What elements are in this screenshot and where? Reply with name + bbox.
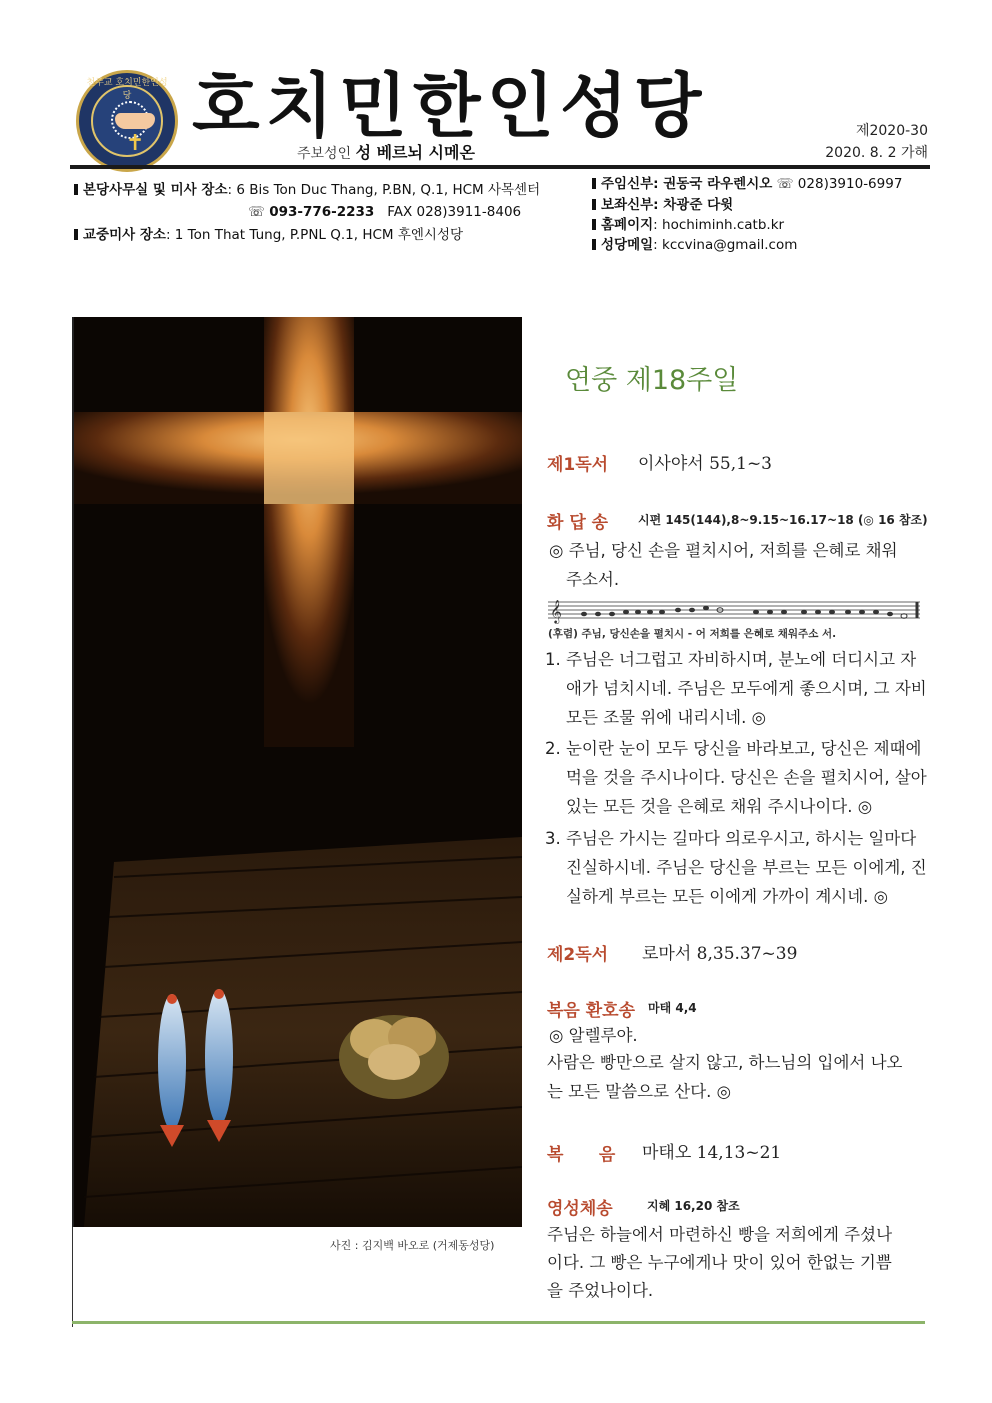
bullet-icon — [74, 184, 78, 195]
bottom-rule — [72, 1321, 925, 1324]
psalm-verse: 2. 눈이란 눈이 모두 당신을 바라보고, 당신은 제때에 — [545, 739, 922, 758]
alleluia-line: 사람은 빵만으로 살지 않고, 하느님의 입에서 나오 — [547, 1053, 903, 1072]
office-phone-line — [248, 202, 521, 222]
psalm-label: 화 답 송 — [547, 513, 609, 533]
communion-label: 영성체송 — [547, 1199, 613, 1219]
alleluia-ref: 마태 4,4 — [648, 1001, 697, 1015]
hand-icon — [115, 113, 155, 129]
patron-saint — [297, 140, 475, 163]
logo-lettering: 천주교 호치민한인성당 — [86, 78, 168, 101]
gospel-label: 복 음 — [547, 1145, 616, 1165]
communion-line: 이다. 그 빵은 누구에게나 맛이 있어 한없는 기쁨 — [547, 1253, 892, 1272]
alleluia-line: ◎ 알렐루야. — [549, 1026, 638, 1045]
patron-name: 성 베르뇌 시메온 — [355, 143, 475, 162]
assistant-line: 보좌신부: 차광준 다윗 — [592, 195, 733, 215]
mass-location: 교중미사 장소: 1 Ton That Tung, P.PNL Q.1, HCM 후엔시성당 — [74, 225, 463, 245]
psalm-verse: 진실하시네. 주님은 당신을 부르는 모든 이에게, 진 — [566, 858, 927, 877]
cross-icon: ✝ — [126, 131, 145, 156]
psalm-verse: 있는 모든 것을 은혜로 채워 주시나이다. ◎ — [566, 797, 873, 816]
issue-info — [825, 120, 928, 164]
bullet-icon — [592, 178, 596, 189]
homepage-link[interactable]: : hochiminh.catb.kr — [653, 217, 785, 233]
communion-ref: 지혜 16,20 참조 — [647, 1199, 740, 1213]
bread-basket-icon — [339, 1015, 449, 1099]
psalm-verse: 모든 조물 위에 내리시네. ◎ — [566, 708, 767, 727]
music-staff — [548, 596, 920, 624]
gospel-ref: 마태오 14,13~21 — [642, 1143, 782, 1163]
communion-line: 을 주었나이다. — [547, 1281, 654, 1300]
bullet-icon — [592, 199, 596, 210]
psalm-refrain-1: ◎ 주님, 당신 손을 펼치시어, 저희를 은혜로 채워 — [549, 541, 898, 560]
treble-clef-icon: 𝄞 — [550, 599, 562, 623]
communion-line: 주님은 하늘에서 마련하신 빵을 저희에게 주셨나 — [547, 1225, 893, 1244]
bullet-icon — [74, 229, 78, 240]
psalm-verse: 1. 주님은 너그럽고 자비하시며, 분노에 더디시고 자 — [545, 650, 917, 669]
psalm-verse: 먹을 것을 주시나이다. 당신은 손을 펼치시어, 살아 — [566, 768, 927, 787]
issue-date: 2020. 8. 2 가해 — [825, 145, 928, 161]
email-link[interactable]: : kccvina@gmail.com — [653, 237, 798, 253]
parish-logo — [76, 70, 178, 172]
alleluia-line: 는 모든 말씀으로 산다. ◎ — [547, 1082, 732, 1101]
photo-illustration — [74, 317, 522, 1227]
office-phone: 093-776-2233 — [269, 204, 375, 220]
alleluia-label: 복음 환호송 — [547, 1001, 636, 1021]
phone-icon: ☏ — [776, 176, 794, 192]
second-reading-label: 제2독서 — [547, 945, 609, 965]
email-line: 성당메일: kccvina@gmail.com — [592, 235, 797, 255]
music-lyrics: (후렴) 주님, 당신손을 펼치시 - 어 저희를 은혜로 채워주소 서. — [548, 628, 837, 640]
first-reading-label: 제1독서 — [547, 455, 609, 475]
header-rule — [70, 165, 930, 169]
bullet-icon — [592, 239, 596, 250]
pastor-phone: 028)3910-6997 — [797, 176, 903, 192]
patron-label: 주보성인 — [297, 146, 352, 162]
psalm-ref: 시편 145(144),8~9.15~16.17~18 (◎ 16 참조) — [638, 513, 928, 527]
office-address: 본당사무실 및 미사 장소: 6 Bis Ton Duc Thang, P.BN, Q.1, HCM 사목센터 — [74, 180, 540, 200]
cross-bread-fish-photo — [72, 317, 522, 1227]
bullet-icon — [592, 219, 596, 230]
psalm-refrain-2: 주소서. — [566, 570, 620, 589]
left-rule — [72, 1227, 73, 1327]
homepage-line: 홈페이지: hochiminh.catb.kr — [592, 215, 784, 235]
phone-icon: ☏ — [248, 204, 265, 220]
issue-number: 제2020-30 — [855, 123, 928, 139]
week-title: 연중 제18주일 — [565, 365, 739, 396]
pastor-line: 주임신부: 권동국 라우렌시오 ☏ 028)3910-6997 — [592, 174, 902, 194]
photo-caption: 사진 : 김지백 바오로 (거제동성당) — [330, 1239, 495, 1252]
office-fax: FAX 028)3911-8406 — [387, 204, 522, 220]
music-notes — [581, 606, 907, 619]
psalm-verse: 애가 넘치시네. 주님은 모두에게 좋으시며, 그 자비 — [566, 679, 927, 698]
second-reading-ref: 로마서 8,35.37~39 — [642, 944, 798, 964]
psalm-verse: 실하게 부르는 모든 이에게 가까이 계시네. ◎ — [566, 887, 889, 906]
psalm-verse: 3. 주님은 가시는 길마다 의로우시고, 하시는 일마다 — [545, 829, 917, 848]
bulletin-title: 호치민한인성당 — [192, 64, 708, 147]
first-reading-ref: 이사야서 55,1~3 — [638, 454, 773, 474]
